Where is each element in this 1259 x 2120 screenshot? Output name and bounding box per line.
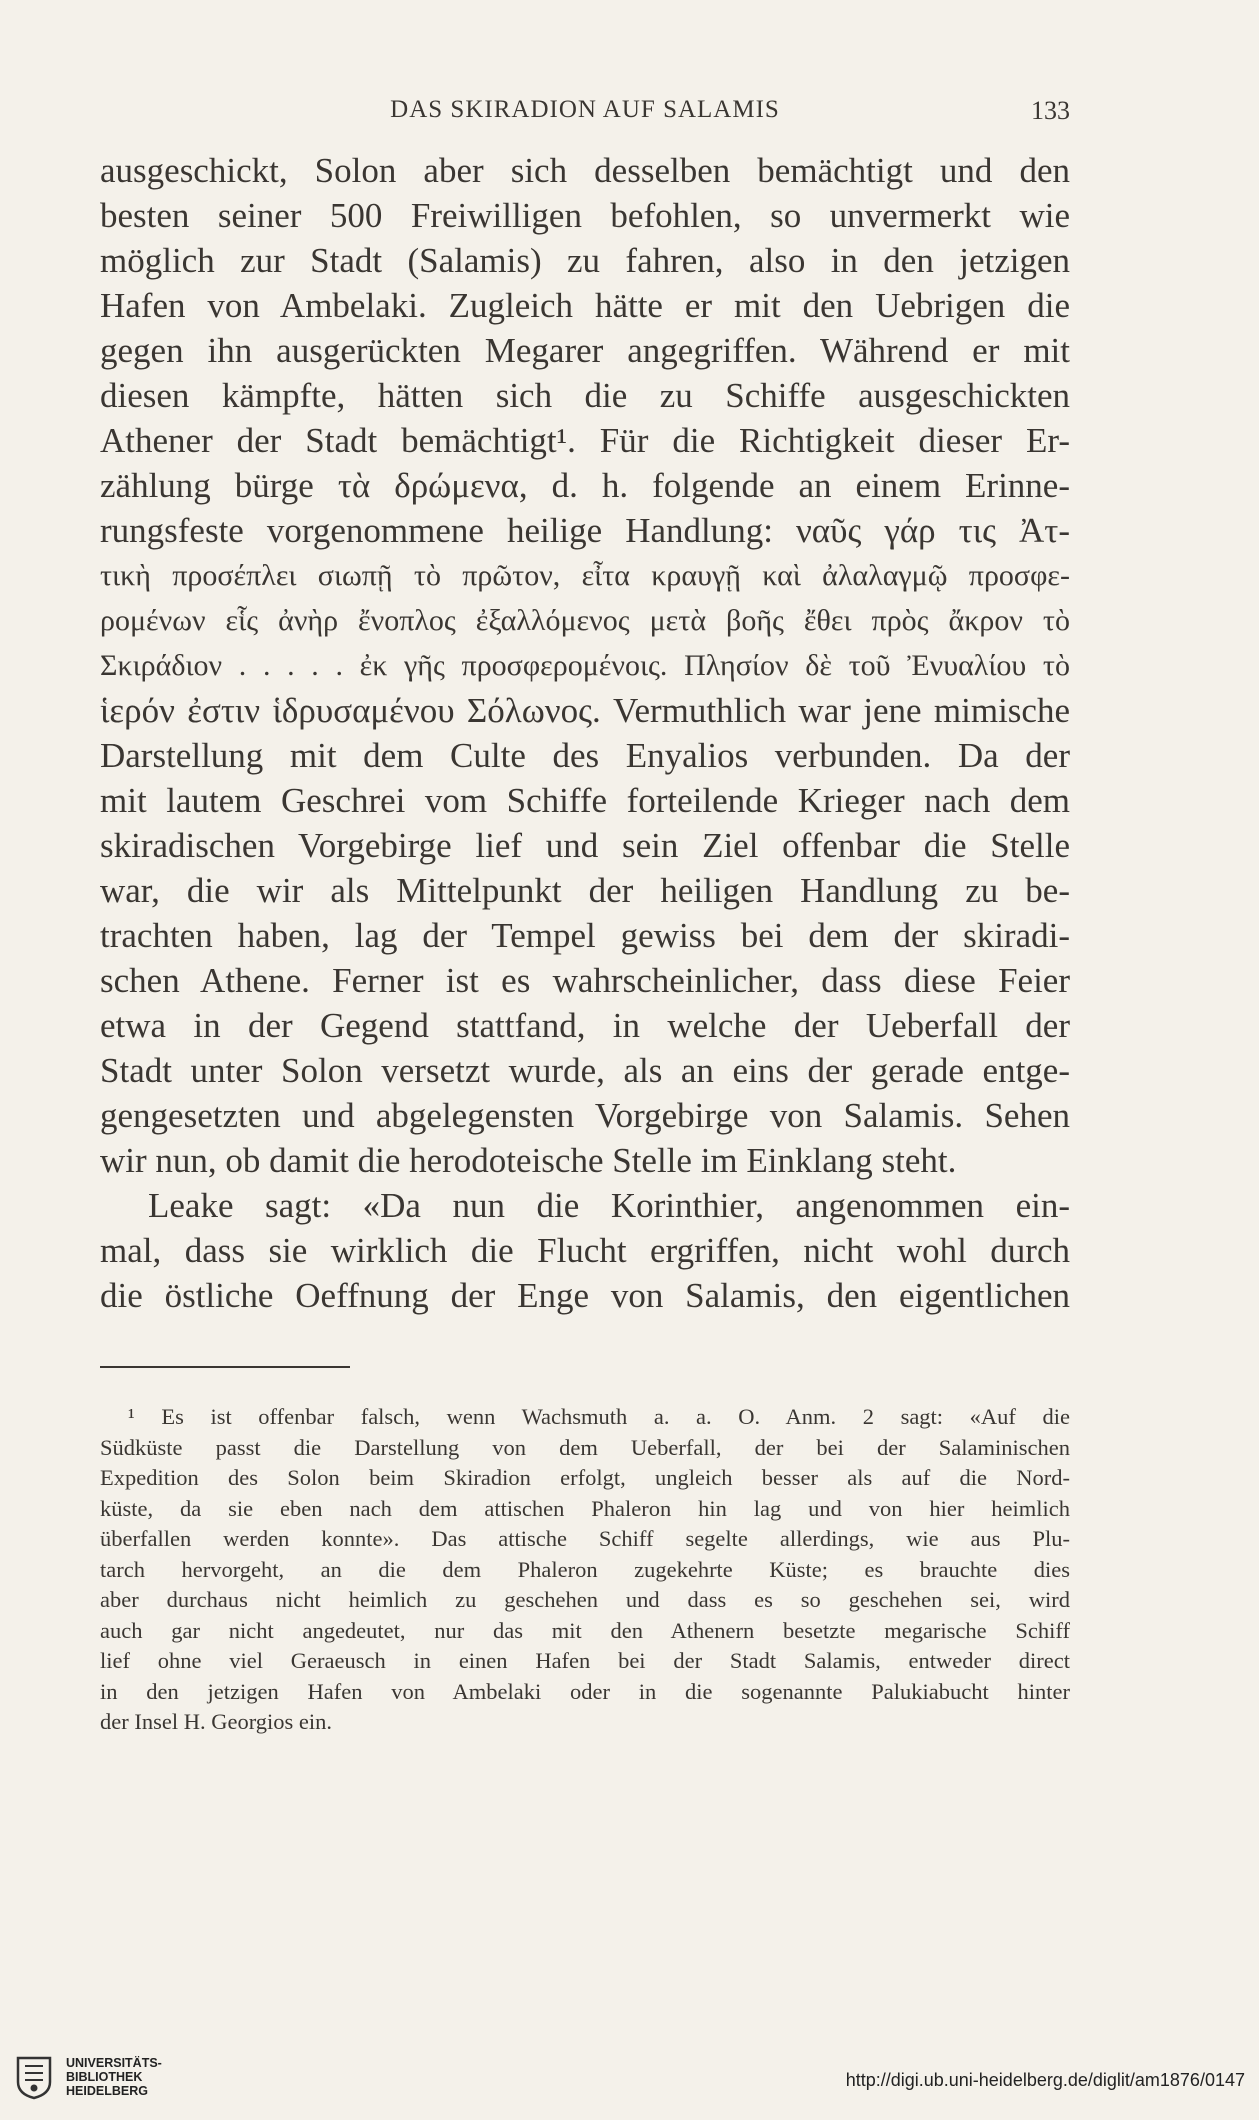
text-line: mit lautem Geschrei vom Schiffe forteilende Krieger nach dem [100,781,1070,820]
text-line: etwa in der Gegend stattfand, in welche der Ueberfall der [100,1006,1070,1045]
text-line: besten seiner 500 Freiwilligen befohlen, so unvermerkt wie [100,196,1070,235]
footnote-line: in den jetzigen Hafen von Ambelaki oder in die sogenannte Palukiabucht hinter [100,1678,1070,1704]
text-line: Stadt unter Solon versetzt wurde, als an eins der gerade entge- [100,1051,1070,1090]
source-url[interactable]: http://digi.ub.uni-heidelberg.de/diglit/am1876/0147 [845,2070,1245,2090]
footnote-line: der Insel H. Georgios ein. [100,1709,333,1734]
library-name-line: HEIDELBERG [66,2084,148,2098]
text-line: war, die wir als Mittelpunkt der heiligen Handlung zu be- [100,871,1070,910]
library-name-line: BIBLIOTHEK [66,2070,143,2084]
text-line: möglich zur Stadt (Salamis) zu fahren, also in den jetzigen [100,241,1070,280]
text-line: Athener der Stadt bemächtigt¹. Für die Richtigkeit dieser Er- [100,421,1070,460]
footnote-line: Südküste passt die Darstellung von dem Ueberfall, der bei der Salaminischen [100,1434,1070,1460]
footnote [100,1402,1070,1738]
page-header [100,96,1070,136]
footnote-line: tarch hervorgeht, an die dem Phaleron zugekehrte Küste; es brauchte dies [100,1556,1070,1582]
footnote-line: küste, da sie eben nach dem attischen Phaleron hin lag und von hier heimlich [100,1495,1070,1521]
text-line: trachten haben, lag der Tempel gewiss bei dem der skiradi- [100,916,1070,955]
text-line: skiradischen Vorgebirge lief und sein Ziel offenbar die Stelle [100,826,1070,865]
footnote-line: aber durchaus nicht heimlich zu geschehen und dass es so geschehen sei, wird [100,1587,1070,1612]
footnote-line: ¹ Es ist offenbar falsch, wenn Wachsmuth a. a. O. Anm. 2 sagt: «Auf die [128,1404,1070,1429]
text-line: τικὴ προσέπλει σιωπῇ τὸ πρῶτον, εἶτα κραυγῇ καὶ ἀλαλαγμῷ προσφε- [100,559,1070,592]
library-name [66,2056,162,2098]
text-line: mal, dass sie wirklich die Flucht ergriffen, nicht wohl durch [100,1231,1070,1270]
text-line: schen Athene. Ferner ist es wahrscheinlicher, dass diese Feier [100,961,1070,1000]
text-line: ρομένων εἷς ἀνὴρ ἔνοπλος ἐξαλλόμενος μετὰ βοῆς ἔθει πρὸς ἄκρον τὸ [100,604,1070,637]
footnote-line: lief ohne viel Geraeusch in einen Hafen bei der Stadt Salamis, entweder direct [100,1648,1070,1673]
text-line: diesen kämpfte, hätten sich die zu Schiffe ausgeschickten [100,376,1070,415]
text-line: Darstellung mit dem Culte des Enyalios verbunden. Da der [100,736,1070,775]
text-line: wir nun, ob damit die herodoteische Stelle im Einklang steht. [100,1141,957,1180]
text-line: die östliche Oeffnung der Enge von Salamis, den eigentlichen [100,1276,1070,1315]
library-logo-icon [14,2054,54,2100]
footnote-divider [100,1366,350,1368]
running-head: DAS SKIRADION AUF SALAMIS [390,96,780,123]
text-line: ἱερόν ἐστιν ἱδρυσαμένου Σόλωνος. Vermuthlich war jene mimische [100,691,1070,730]
page-number: 133 [1031,96,1070,125]
library-name-line: UNIVERSITÄTS- [66,2056,162,2070]
text-line: zählung bürge τὰ δρώμενα, d. h. folgende an einem Erinne- [100,466,1070,505]
text-line: Leake sagt: «Da nun die Korinthier, angenommen ein- [148,1186,1070,1225]
footnote-line: überfallen werden konnte». Das attische Schiff segelte allerdings, wie aus Plu- [100,1526,1070,1551]
text-line: Σκιράδιον . . . . . ἐκ γῆς προσφερομένοις. Πλησίον δὲ τοῦ Ἐνυαλίου τὸ [100,649,1070,682]
text-line: ausgeschickt, Solon aber sich desselben bemächtigt und den [100,151,1070,190]
body-text [100,148,1070,1318]
text-line: gegen ihn ausgerückten Megarer angegriffen. Während er mit [100,331,1070,370]
footnote-line: Expedition des Solon beim Skiradion erfolgt, ungleich besser als auf die Nord- [100,1465,1070,1490]
text-line: rungsfeste vorgenommene heilige Handlung: ναῦς γάρ τις Ἀτ- [100,511,1070,550]
footnote-line: auch gar nicht angedeutet, nur das mit den Athenern besetzte megarische Schiff [100,1617,1070,1643]
text-line: Hafen von Ambelaki. Zugleich hätte er mit den Uebrigen die [100,286,1070,325]
text-line: gengesetzten und abgelegensten Vorgebirge von Salamis. Sehen [100,1096,1070,1135]
